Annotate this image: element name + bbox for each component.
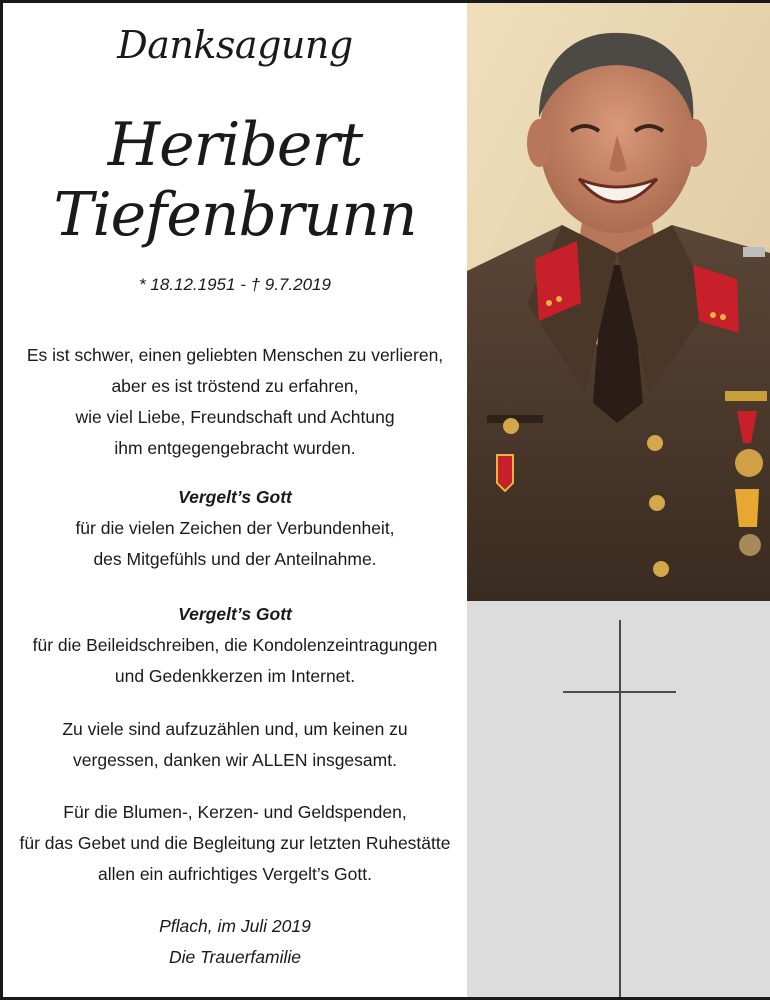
text-line: ihm entgegengebracht wurden. bbox=[114, 438, 356, 458]
paragraph-donations bbox=[3, 797, 467, 890]
cross-icon-bar bbox=[563, 691, 676, 693]
text-column bbox=[3, 3, 467, 997]
life-dates: * 18.12.1951 - † 9.7.2019 bbox=[139, 275, 331, 294]
family-signature: Die Trauerfamilie bbox=[169, 947, 301, 967]
first-name: Heribert bbox=[107, 110, 363, 180]
text-line: wie viel Liebe, Freundschaft und Achtung bbox=[75, 407, 395, 427]
thanks-heading: Vergelt’s Gott bbox=[178, 487, 292, 507]
portrait-illustration bbox=[467, 3, 770, 601]
portrait-photo bbox=[467, 3, 770, 601]
text-line: und Gedenkkerzen im Internet. bbox=[114, 666, 356, 686]
signature bbox=[3, 911, 467, 973]
thanks-heading: Vergelt’s Gott bbox=[178, 604, 292, 624]
text-line: allen ein aufrichtiges Vergelt’s Gott. bbox=[97, 864, 372, 884]
text-line: Für die Blumen-, Kerzen- und Geldspenden, bbox=[63, 802, 407, 822]
text-line: für die vielen Zeichen der Verbundenheit, bbox=[75, 518, 395, 538]
last-name: Tiefenbrunn bbox=[53, 180, 417, 250]
text-line: vergessen, danken wir ALLEN insgesamt. bbox=[73, 750, 397, 770]
paragraph-thanks-1 bbox=[3, 482, 467, 575]
paragraph-thanks-2 bbox=[3, 599, 467, 692]
text-line: Zu viele sind aufzuzählen und, um keinen zu bbox=[62, 719, 408, 739]
text-line: für die Beileidschreiben, die Kondolenzeintragungen bbox=[32, 635, 438, 655]
place-date: Pflach, im Juli 2019 bbox=[159, 916, 311, 936]
paragraph-intro bbox=[3, 340, 467, 464]
cross-icon bbox=[619, 620, 621, 997]
paragraph-all bbox=[3, 714, 467, 776]
text-line: Es ist schwer, einen geliebten Menschen zu verlieren, bbox=[26, 345, 444, 365]
page-title: Danksagung bbox=[117, 23, 353, 67]
text-line: aber es ist tröstend zu erfahren, bbox=[111, 376, 359, 396]
text-line: des Mitgefühls und der Anteilnahme. bbox=[93, 549, 377, 569]
text-line: für das Gebet und die Begleitung zur letzten Ruhestätte bbox=[19, 833, 451, 853]
